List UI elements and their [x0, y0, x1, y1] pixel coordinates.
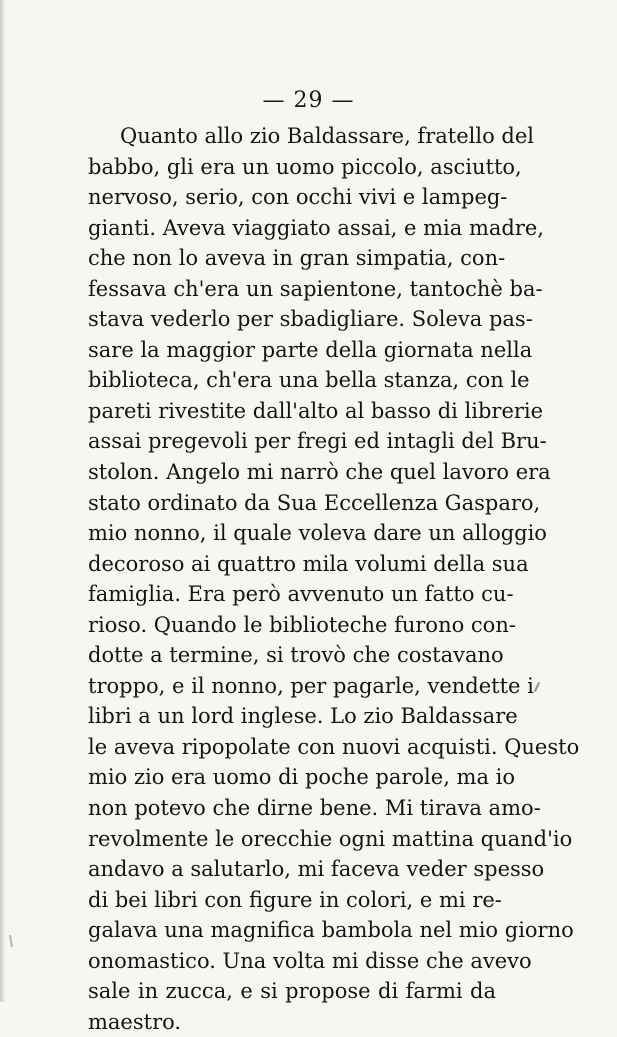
text-line: galava una magnifica bambola nel mio giorno: [88, 918, 574, 943]
text-line: stolon. Angelo mi narrò che quel lavoro era: [88, 460, 551, 485]
text-line: fessava ch'era un sapientone, tantochè ba-: [88, 276, 543, 301]
page-number: — 29 —: [262, 88, 355, 113]
text-line: rioso. Quando le biblioteche furono con-: [88, 612, 516, 637]
text-line: revolmente le orecchie ogni mattina quand'io: [88, 826, 573, 851]
text-line: stava vederlo per sbadigliare. Soleva pas-: [88, 307, 533, 332]
text-line: famiglia. Era però avvenuto un fatto cu-: [88, 582, 514, 607]
paper-speck: [534, 682, 540, 692]
text-line: libri a un lord inglese. Lo zio Baldassare: [88, 704, 518, 729]
text-line: decoroso ai quattro mila volumi della sua: [88, 551, 529, 576]
page-binding-edge: [0, 0, 6, 1002]
text-line: gianti. Aveva viaggiato assai, e mia madre,: [88, 215, 544, 240]
text-line: assai pregevoli per fregi ed intagli del Bru-: [88, 429, 547, 454]
text-line: sale in zucca, e si propose di farmi da: [88, 979, 496, 1004]
body-text: [88, 121, 580, 1037]
text-line: onomastico. Una volta mi disse che avevo: [88, 948, 532, 973]
text-line: Quanto allo zio Baldassare, fratello del: [120, 124, 534, 148]
text-line: biblioteca, ch'era una bella stanza, con le: [88, 368, 530, 393]
text-line: non potevo che dirne bene. Mi tirava amo-: [88, 796, 541, 821]
text-line: mio nonno, il quale voleva dare un alloggio: [88, 521, 547, 546]
text-line: nervoso, serio, con occhi vivi e lampeg-: [88, 185, 508, 210]
paper-speck: [9, 935, 13, 947]
text-line: di bei libri con figure in colori, e mi re-: [88, 887, 502, 912]
text-line: pareti rivestite dall'alto al basso di librerie: [88, 398, 544, 423]
text-line: le aveva ripopolate con nuovi acquisti. Questo: [88, 734, 580, 759]
text-line: che non lo aveva in gran simpatia, con-: [88, 246, 506, 271]
text-line: troppo, e il nonno, per pagarle, vendette i: [88, 673, 534, 698]
text-line: mio zio era uomo di poche parole, ma io: [88, 765, 516, 790]
text-line: babbo, gli era un uomo piccolo, asciutto,: [88, 154, 522, 179]
text-line: maestro.: [88, 1009, 182, 1034]
text-line: sare la maggior parte della giornata nella: [88, 337, 533, 362]
text-line: dotte a termine, si trovò che costavano: [88, 643, 504, 668]
text-line: andavo a salutarlo, mi faceva veder spesso: [88, 857, 545, 882]
text-line: stato ordinato da Sua Eccellenza Gasparo,: [88, 490, 541, 515]
